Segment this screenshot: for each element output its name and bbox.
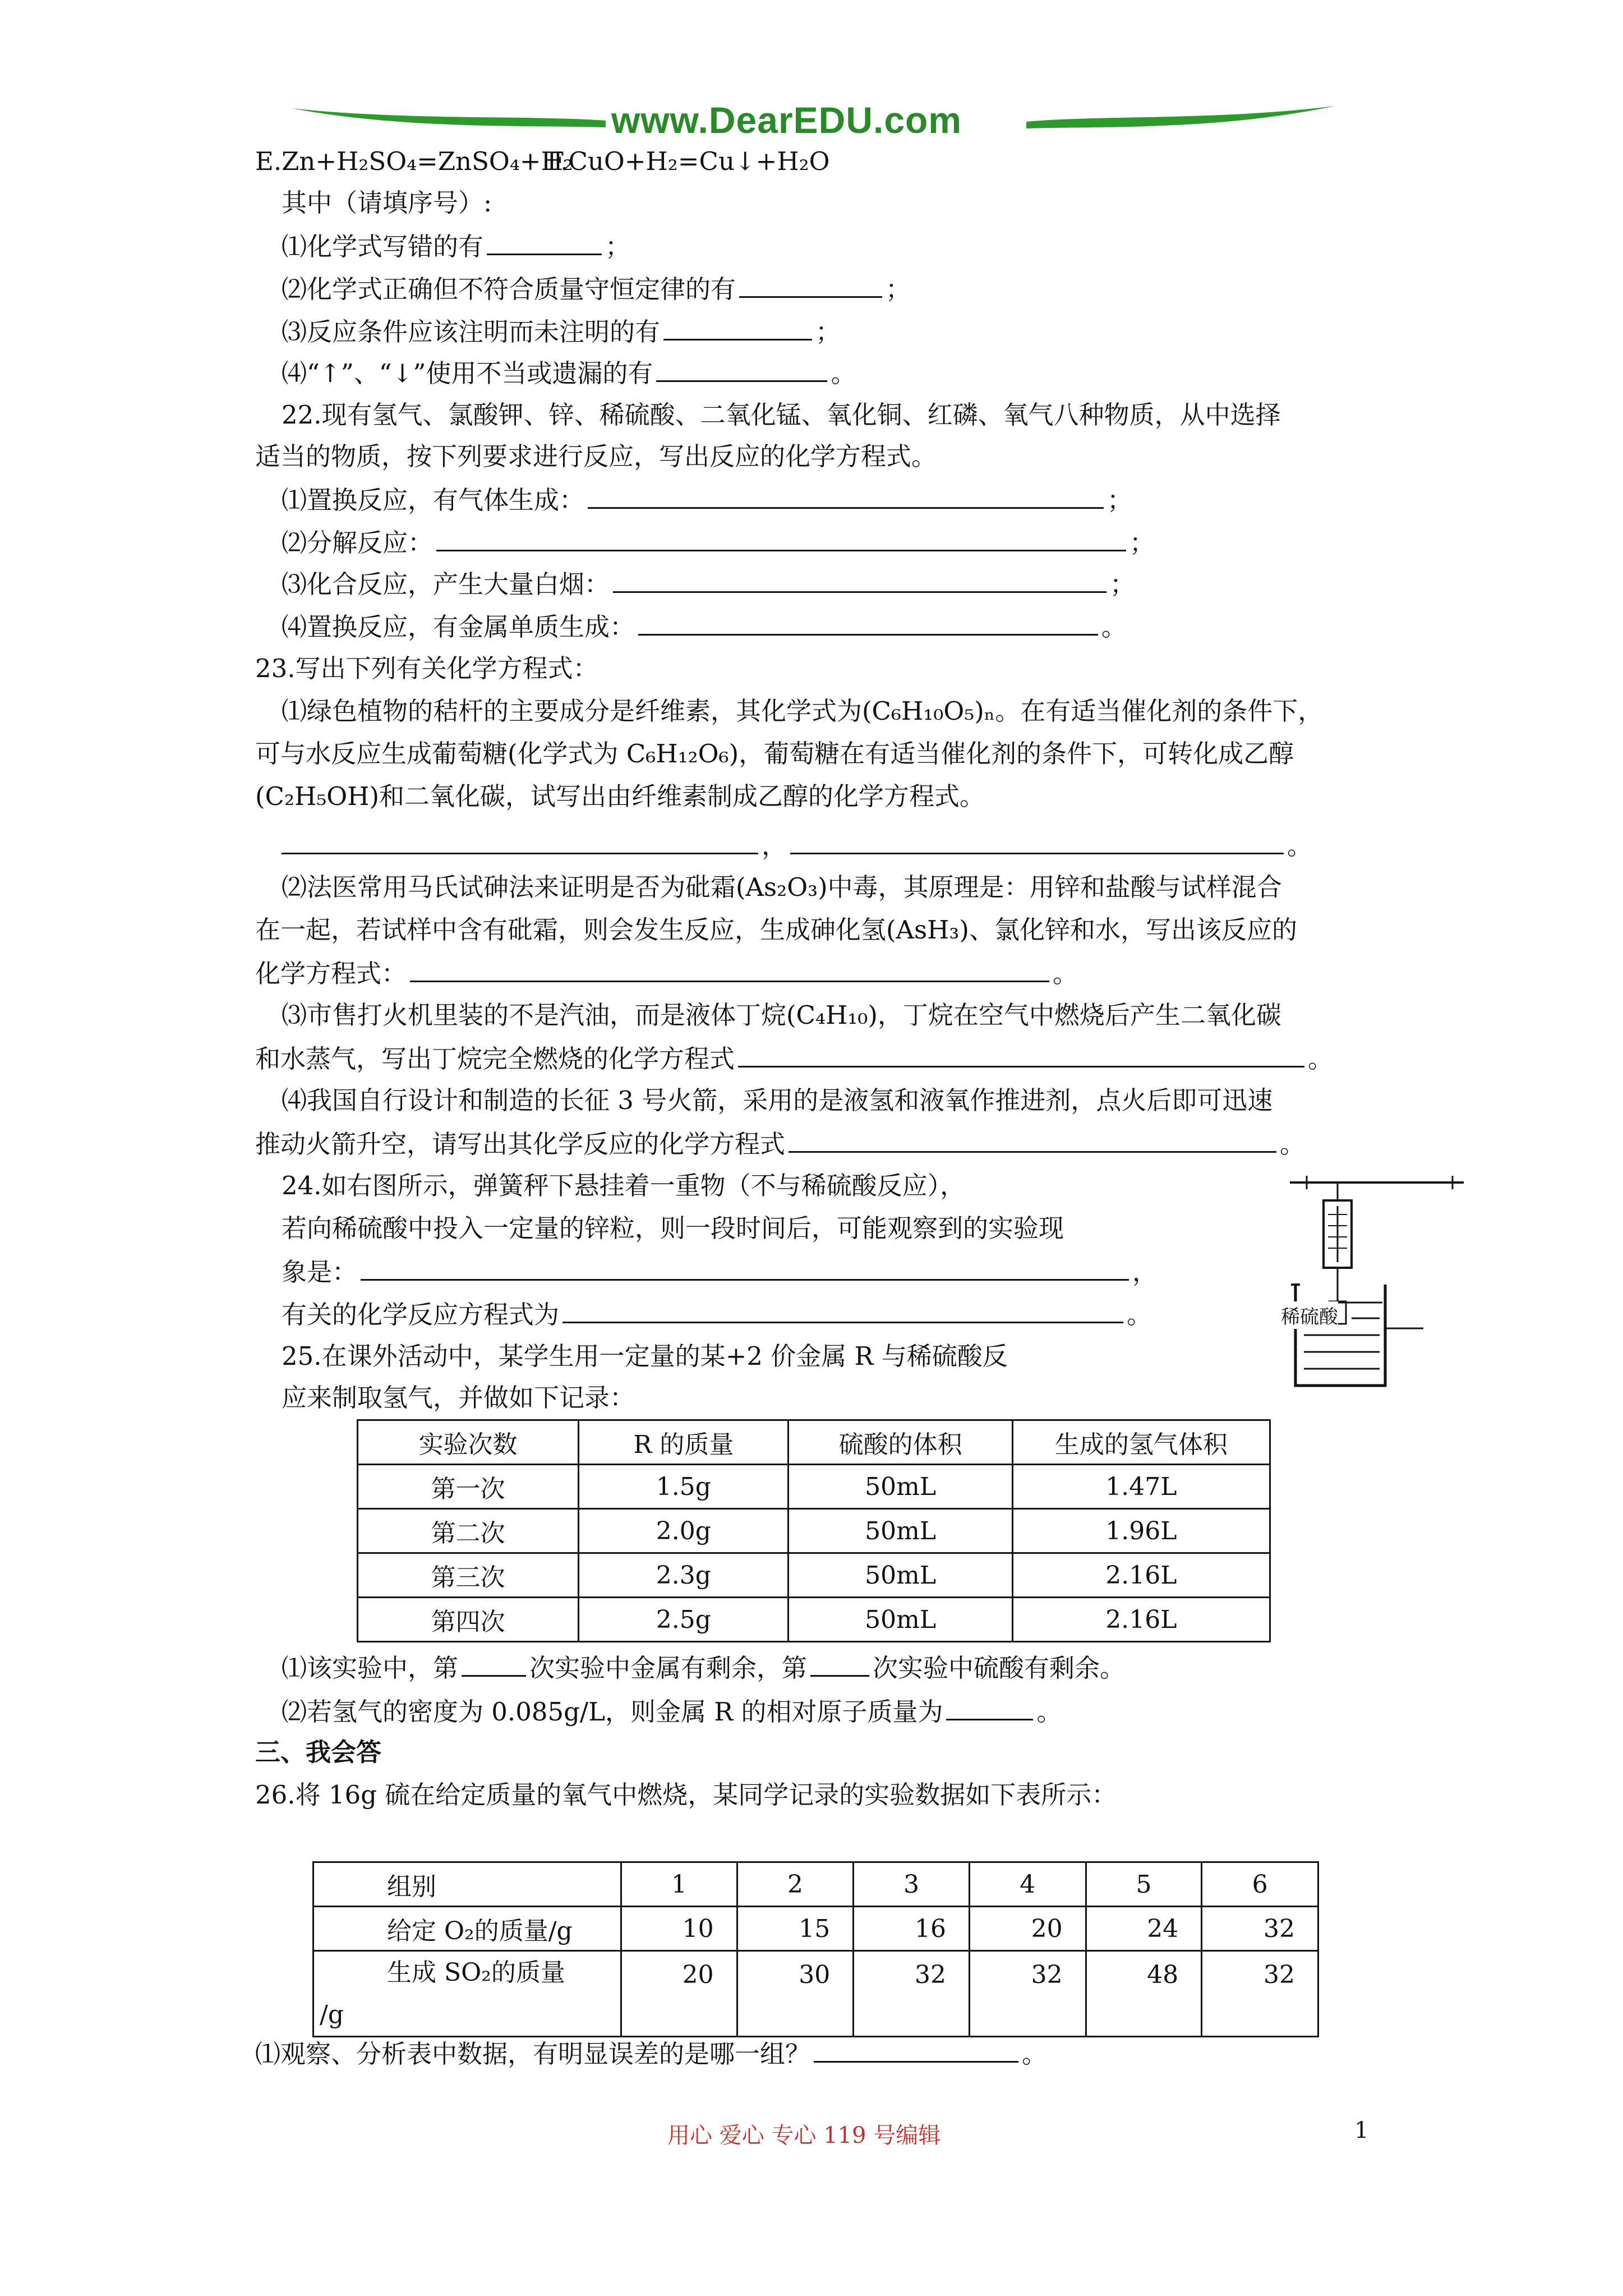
- question-23-2-line1: ⑵法医常用马氏试砷法来证明是否为砒霜(As₂O₃)中毒，其原理是：用锌和盐酸与试样混合: [282, 872, 1282, 902]
- question-24-line1: 24.如右图所示，弹簧秤下悬挂着一重物（不与稀硫酸反应），: [282, 1171, 966, 1200]
- table-cell: 50mL: [789, 1553, 1012, 1598]
- q25-2-end: 。: [1036, 1697, 1062, 1727]
- table-cell: 20: [621, 1951, 737, 2037]
- q23-4-end: 。: [1280, 1129, 1306, 1159]
- table-header-cell: 实验次数: [358, 1420, 579, 1465]
- table-cell: 第二次: [358, 1509, 579, 1553]
- q26-1-text: ⑴观察、分析表中数据，有明显误差的是哪一组？: [255, 2039, 811, 2069]
- table-cell: 24: [1086, 1907, 1202, 1951]
- table-row-label-line1: 生成 SO₂的质量: [387, 1958, 565, 1987]
- question-23-1-line2: 可与水反应生成葡萄糖(化学式为 C₆H₁₂O₆)，葡萄糖在有适当催化剂的条件下，可转化成乙醇: [255, 739, 1294, 769]
- table-row-label: 组别: [313, 1862, 621, 1907]
- question-25-2: [282, 1694, 1062, 1729]
- q25-1-text1: ⑴该实验中，第: [282, 1653, 459, 1683]
- table-cell: 2.0g: [579, 1509, 789, 1553]
- question-22-stem: 22.现有氢气、氯酸钾、锌、稀硫酸、二氧化锰、氧化铜、红磷、氧气八种物质，从中选择: [282, 400, 1281, 430]
- q21-2-text: ⑵化学式正确但不符合质量守恒定律的有: [282, 274, 736, 304]
- answer-blank[interactable]: [613, 567, 1106, 593]
- table-cell: 第三次: [358, 1553, 579, 1598]
- question-21-2: [282, 272, 911, 306]
- question-21-1: [282, 229, 630, 264]
- table-cell: 20: [969, 1907, 1086, 1951]
- q24-end1: ，: [1132, 1257, 1158, 1287]
- q23-2-end: 。: [1053, 959, 1078, 988]
- question-24-line4: [282, 1297, 1152, 1332]
- table-row: [313, 1862, 1318, 1907]
- table-cell: 2.5g: [579, 1598, 789, 1642]
- table-cell: 50mL: [789, 1509, 1012, 1553]
- answer-blank[interactable]: [810, 1650, 869, 1677]
- table-cell: 32: [1202, 1951, 1318, 2037]
- answer-blank[interactable]: [487, 229, 602, 255]
- table-header-row: [358, 1420, 1270, 1465]
- answer-blank[interactable]: [562, 1297, 1123, 1323]
- answer-blank[interactable]: [462, 1650, 526, 1677]
- answer-blank[interactable]: [946, 1694, 1033, 1720]
- q22-3-text: ⑶化合反应，产生大量白烟：: [282, 569, 610, 599]
- table-cell: 15: [737, 1907, 854, 1951]
- sulfur-combustion-table: [312, 1861, 1319, 2037]
- question-23-1-answer: [282, 828, 1312, 863]
- question-26-stem: 26.将 16g 硫在给定质量的氧气中燃烧，某同学记录的实验数据如下表所示：: [255, 1780, 1117, 1810]
- q25-1-text3: 次实验中硫酸有剩余。: [873, 1653, 1126, 1683]
- table-header-cell: R 的质量: [579, 1420, 789, 1465]
- option-e: E.Zn+H₂SO₄=ZnSO₄+H₂: [255, 146, 573, 176]
- section-title: 三、我会答: [255, 1737, 382, 1767]
- header-logo-text: www.DearEDU.com: [611, 99, 962, 141]
- question-21-3: [282, 314, 841, 349]
- q26-1-end: 。: [1022, 2039, 1048, 2069]
- table-row: [358, 1553, 1270, 1598]
- table-cell: 2.3g: [579, 1553, 789, 1598]
- option-f: F.CuO+H₂=Cu↓+H₂O: [547, 146, 830, 176]
- table-cell: 1: [621, 1862, 737, 1907]
- table-cell: 50mL: [789, 1465, 1012, 1509]
- table-row: [358, 1598, 1270, 1642]
- q22-2-end: ；: [1129, 528, 1155, 558]
- q22-3-end: ；: [1110, 569, 1136, 599]
- q24-text1: 象是：: [282, 1257, 358, 1287]
- question-23-1-line1: ⑴绿色植物的秸杆的主要成分是纤维素，其化学式为(C₆H₁₀O₅)ₙ。在有适当催化剂的条件下，: [282, 696, 1324, 726]
- q22-2-text: ⑵分解反应：: [282, 528, 434, 558]
- table-cell: 2: [737, 1862, 854, 1907]
- answer-blank[interactable]: [739, 272, 882, 298]
- table-row-label-line2: /g: [320, 2000, 344, 2029]
- answer-blank[interactable]: [282, 828, 758, 854]
- question-24-line3: [282, 1254, 1158, 1289]
- q23-1-sep: ，: [762, 831, 787, 861]
- table-cell: 32: [969, 1951, 1086, 2037]
- table-cell: 第一次: [358, 1465, 579, 1509]
- answer-blank[interactable]: [410, 956, 1049, 982]
- answer-blank[interactable]: [656, 356, 827, 382]
- table-cell: 2.16L: [1012, 1598, 1270, 1642]
- q21-2-end: ；: [886, 274, 911, 304]
- table-cell: 32: [854, 1951, 970, 2037]
- answer-blank[interactable]: [790, 828, 1284, 854]
- question-25-1: [282, 1650, 1125, 1685]
- q22-1-text: ⑴置换反应，有气体生成：: [282, 485, 585, 515]
- answer-blank[interactable]: [588, 482, 1104, 509]
- question-21-4: [282, 356, 856, 390]
- experiment-table: [357, 1419, 1271, 1642]
- table-header-cell: 生成的氢气体积: [1012, 1420, 1270, 1465]
- table-row: [358, 1465, 1270, 1509]
- question-23-4-line1: ⑷我国自行设计和制造的长征 3 号火箭，采用的是液氢和液氧作推进剂，点火后即可迅速: [282, 1085, 1273, 1115]
- table-cell: 6: [1202, 1862, 1318, 1907]
- table-cell: 第四次: [358, 1598, 579, 1642]
- question-24-line2: 若向稀硫酸中投入一定量的锌粒，则一段时间后，可能观察到的实验现: [282, 1213, 1064, 1243]
- question-23-3-answer: [255, 1041, 1333, 1076]
- figure-label: 稀硫酸: [1281, 1301, 1338, 1329]
- q25-2-text: ⑵若氢气的密度为 0.085g/L，则金属 R 的相对原子质量为: [282, 1697, 943, 1727]
- table-cell: 1.5g: [579, 1465, 789, 1509]
- question-22-2: [282, 525, 1155, 560]
- question-23-3-line1: ⑶市售打火机里装的不是汽油，而是液体丁烷(C₄H₁₀)，丁烷在空气中燃烧后产生二氧化碳: [282, 1000, 1281, 1030]
- q23-3-text: 和水蒸气，写出丁烷完全燃烧的化学方程式: [255, 1044, 735, 1074]
- table-cell: 10: [621, 1907, 737, 1951]
- table-cell: 1.47L: [1012, 1465, 1270, 1509]
- question-23-stem: 23.写出下列有关化学方程式：: [255, 654, 598, 683]
- question-23-2-answer: [255, 956, 1078, 991]
- spring-balance-beaker-figure: [1273, 1172, 1486, 1397]
- table-header-cell: 硫酸的体积: [789, 1420, 1012, 1465]
- table-row: [358, 1509, 1270, 1553]
- table-cell: 30: [737, 1951, 854, 2037]
- question-22-3: [282, 567, 1135, 601]
- table-row: [313, 1951, 1318, 2037]
- table-cell: 48: [1086, 1951, 1202, 2037]
- table-cell: 2.16L: [1012, 1553, 1270, 1598]
- answer-blank[interactable]: [638, 609, 1098, 636]
- answer-blank[interactable]: [738, 1041, 1304, 1068]
- q21-1-end: ；: [605, 232, 631, 261]
- q21-3-end: ；: [815, 317, 841, 347]
- table-row: [313, 1907, 1318, 1951]
- table-cell: 5: [1086, 1862, 1202, 1907]
- q22-1-end: ；: [1107, 485, 1133, 515]
- question-25-line2: 应来制取氢气，并做如下记录：: [282, 1383, 635, 1412]
- q24-text2: 有关的化学反应方程式为: [282, 1300, 560, 1329]
- question-23-4-answer: [255, 1126, 1305, 1161]
- table-cell: 4: [969, 1862, 1086, 1907]
- answer-blank[interactable]: [814, 2036, 1018, 2063]
- q23-1-end: 。: [1287, 831, 1313, 861]
- footer-text: 用心 爱心 专心 119 号编辑: [667, 2123, 941, 2148]
- table-cell: 16: [854, 1907, 970, 1951]
- q21-1-text: ⑴化学式写错的有: [282, 232, 484, 261]
- page-number: 1: [1354, 2118, 1369, 2143]
- table-cell: 50mL: [789, 1598, 1012, 1642]
- question-22-4: [282, 609, 1127, 644]
- q22-4-end: 。: [1101, 612, 1127, 642]
- table-cell: 1.96L: [1012, 1509, 1270, 1553]
- question-22-stem-cont: 适当的物质，按下列要求进行反应，写出反应的化学方程式。: [255, 441, 937, 471]
- q23-4-text: 推动火箭升空，请写出其化学反应的化学方程式: [255, 1129, 786, 1159]
- answer-blank[interactable]: [436, 525, 1126, 551]
- q23-3-end: 。: [1308, 1044, 1334, 1074]
- question-26-1: [255, 2036, 1047, 2071]
- table-row-label: 给定 O₂的质量/g: [313, 1907, 621, 1951]
- instruction-line: 其中（请填序号）:: [282, 188, 492, 218]
- answer-blank[interactable]: [663, 314, 812, 341]
- question-23-1-line3: (C₂H₅OH)和二氧化碳，试写出由纤维素制成乙醇的化学方程式。: [255, 781, 985, 811]
- q21-3-text: ⑶反应条件应该注明而未注明的有: [282, 317, 661, 347]
- answer-blank[interactable]: [361, 1254, 1129, 1281]
- table-row-label: [313, 1951, 621, 2037]
- q25-1-text2: 次实验中金属有剩余，第: [529, 1653, 808, 1683]
- answer-blank[interactable]: [789, 1126, 1276, 1153]
- q21-4-end: 。: [831, 358, 856, 388]
- q21-4-text: ⑷“↑”、“↓”使用不当或遗漏的有: [282, 358, 653, 388]
- question-22-1: [282, 482, 1132, 517]
- table-cell: 32: [1202, 1907, 1318, 1951]
- q24-end2: 。: [1127, 1300, 1152, 1329]
- q23-2-text: 化学方程式：: [255, 959, 407, 988]
- q22-4-text: ⑷置换反应，有金属单质生成：: [282, 612, 635, 642]
- question-23-2-line2: 在一起，若试样中含有砒霜，则会发生反应，生成砷化氢(AsH₃)、氯化锌和水，写出该反应的: [255, 915, 1297, 945]
- question-25-line1: 25.在课外活动中，某学生用一定量的某+2 价金属 R 与稀硫酸反: [282, 1341, 1008, 1371]
- table-cell: 3: [854, 1862, 970, 1907]
